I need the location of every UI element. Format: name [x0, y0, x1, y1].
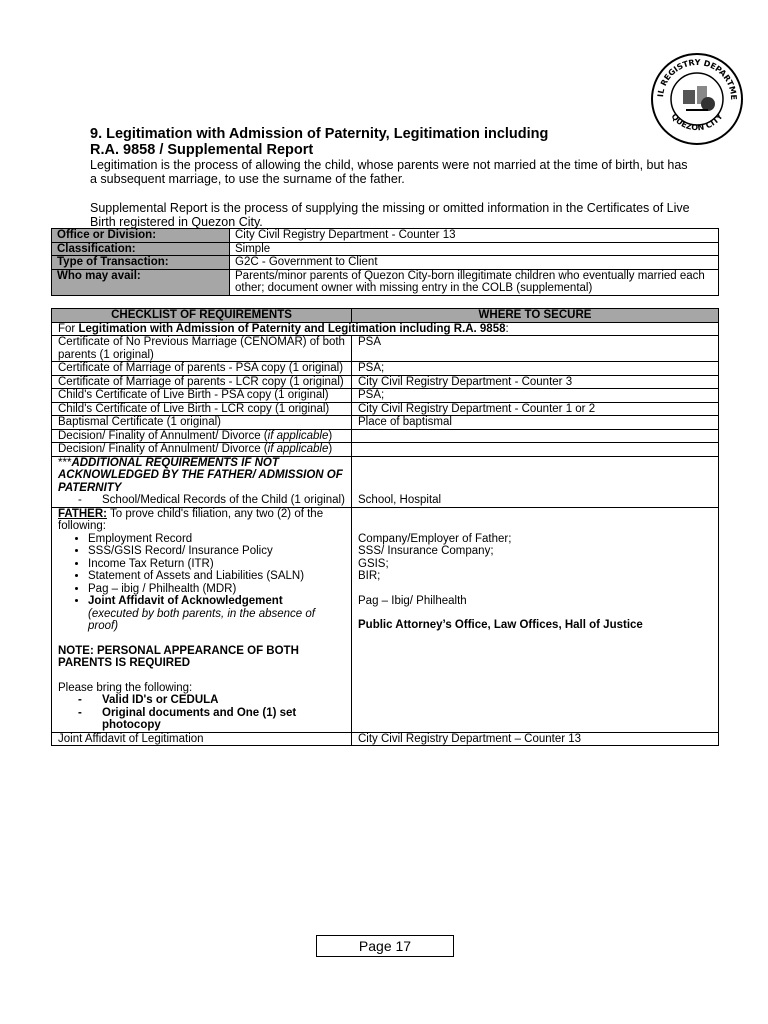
affidavit-title: Joint Affidavit of Acknowledgement: [88, 595, 283, 607]
info-value: Parents/minor parents of Quezon City-born illegitimate children who eventually married each other; document owner with missing entry in the COLB (supplemental): [230, 269, 719, 295]
table-row: [52, 362, 719, 376]
table-row: [52, 375, 719, 389]
requirement-cell: Child's Certificate of Live Birth - LCR copy (1 original): [52, 402, 352, 416]
for-prefix: For: [58, 322, 79, 335]
for-line: [52, 322, 719, 336]
list-item: • Pag – ibig / Philhealth (MDR): [88, 583, 345, 596]
where-line: GSIS;: [358, 557, 389, 570]
additional-list: [58, 494, 345, 507]
additional-where: School, Hospital: [358, 493, 442, 506]
where-cell: [352, 429, 719, 443]
personal-appearance-note: NOTE: PERSONAL APPEARANCE OF BOTH PARENTS IS REQUIRED: [58, 644, 299, 669]
legitimation-description: Legitimation is the process of allowing the child, whose parents were not married at the time of birth, but has a subsequent marriage, to use the surname of the father.: [90, 158, 688, 186]
list-item: - School/Medical Records of the Child (1 original): [78, 494, 345, 507]
requirement-cell: Certificate of Marriage of parents - PSA copy (1 original): [52, 362, 352, 376]
requirement-note: if applicable: [267, 443, 329, 455]
requirements-header-row: [52, 309, 719, 323]
father-label: FATHER:: [58, 507, 107, 520]
list-item: - Valid ID's or CEDULA: [78, 694, 345, 707]
requirement-close: ): [328, 443, 333, 455]
additional-requirements-cell: [52, 456, 352, 507]
seal-text-bottom: QUEZON CITY: [669, 111, 725, 133]
where-line: BIR;: [358, 570, 381, 582]
requirement-note: if applicable: [267, 429, 329, 442]
requirement-cell: Child's Certificate of Live Birth - PSA copy (1 original): [52, 389, 352, 403]
father-row: [52, 507, 719, 732]
requirements-table: [51, 308, 719, 746]
where-cell: [352, 443, 719, 457]
table-row: [52, 429, 719, 443]
list-item: • Employment Record: [88, 533, 345, 546]
requirement-text: Decision/ Finality of Annulment/ Divorce (: [58, 429, 268, 442]
additional-requirements-row: [52, 456, 719, 507]
list-item: - Original documents and One (1) set photocopy: [78, 707, 345, 732]
requirement-cell: Certificate of No Previous Marriage (CENOMAR) of both parents (1 original): [52, 336, 352, 362]
where-line: Company/Employer of Father;: [358, 532, 512, 545]
where-cell: City Civil Registry Department - Counter 3: [352, 375, 719, 389]
requirement-cell: [52, 429, 352, 443]
where-cell: PSA: [352, 336, 719, 362]
bring-label: Please bring the following:: [58, 681, 193, 694]
for-title: Legitimation with Admission of Paternity and Legitimation including R.A. 9858: [78, 322, 506, 335]
where-header: WHERE TO SECURE: [352, 309, 719, 323]
table-row: [52, 389, 719, 403]
info-row: [52, 242, 719, 256]
info-row: [52, 269, 719, 295]
additional-title: [58, 457, 345, 495]
list-item: • SSS/GSIS Record/ Insurance Policy: [88, 545, 345, 558]
info-value: Simple: [230, 242, 719, 256]
requirement-cell: Joint Affidavit of Legitimation: [52, 732, 352, 746]
where-line: Pag – Ibig/ Philhealth: [358, 594, 467, 607]
father-requirements-cell: [52, 507, 352, 732]
page-number: Page 17: [316, 935, 454, 957]
affidavit-note: (executed by both parents, in the absence of proof): [88, 607, 315, 632]
table-row: [52, 443, 719, 457]
table-row: [52, 336, 719, 362]
info-value: G2C - Government to Client: [230, 256, 719, 270]
where-cell: Place of baptismal: [352, 416, 719, 430]
table-row: [52, 416, 719, 430]
table-row: [52, 402, 719, 416]
for-row: [52, 322, 719, 336]
info-label: Office or Division:: [52, 229, 230, 243]
heading-line-1: 9. Legitimation with Admission of Paternity, Legitimation including: [90, 126, 549, 142]
list-item: • Income Tax Return (ITR): [88, 558, 345, 571]
service-info-table: [51, 228, 719, 296]
father-intro: [58, 508, 345, 533]
requirement-cell: Certificate of Marriage of parents - LCR copy (1 original): [52, 375, 352, 389]
where-line: SSS/ Insurance Company;: [358, 545, 494, 557]
info-label: Who may avail:: [52, 269, 230, 295]
checklist-header: CHECKLIST OF REQUIREMENTS: [52, 309, 352, 323]
seal-text-top: IL REGISTRY DEPARTME: [656, 57, 739, 101]
info-label: Classification:: [52, 242, 230, 256]
info-row: [52, 256, 719, 270]
info-row: [52, 229, 719, 243]
table-row: [52, 732, 719, 746]
heading-line-2: R.A. 9858 / Supplemental Report: [90, 142, 314, 158]
requirement-cell: [52, 443, 352, 457]
where-cell: PSA;: [352, 362, 719, 376]
info-value: City Civil Registry Department - Counter 13: [230, 229, 719, 243]
where-cell: City Civil Registry Department – Counter 13: [352, 732, 719, 746]
section-heading: [90, 126, 690, 158]
father-where-cell: [352, 507, 719, 732]
requirement-cell: Baptismal Certificate (1 original): [52, 416, 352, 430]
bring-list: [58, 694, 345, 732]
for-suffix: :: [505, 322, 509, 335]
father-intro-text: To prove child's filiation, any two (2) of the following:: [58, 507, 324, 532]
where-cell: PSA;: [352, 389, 719, 403]
requirement-close: ): [328, 429, 333, 442]
supplemental-description: Supplemental Report is the process of supplying the missing or omitted information in the Certificates of Live Birth registered in Quezon City.: [90, 201, 690, 229]
where-cell: [352, 456, 719, 507]
where-cell: City Civil Registry Department - Counter 1 or 2: [352, 402, 719, 416]
additional-title-text: ADDITIONAL REQUIREMENTS IF NOT ACKNOWLEDGED BY THE FATHER/ ADMISSION OF PATERNITY: [58, 456, 343, 494]
additional-stars: ***: [58, 456, 72, 469]
list-item: [88, 595, 345, 633]
info-label: Type of Transaction:: [52, 256, 230, 270]
requirement-text: Decision/ Finality of Annulment/ Divorce (: [58, 443, 268, 455]
list-item: • Statement of Assets and Liabilities (SALN): [88, 570, 345, 583]
father-proof-list: [58, 533, 345, 633]
where-affidavit: Public Attorney’s Office, Law Offices, Hall of Justice: [358, 619, 643, 631]
